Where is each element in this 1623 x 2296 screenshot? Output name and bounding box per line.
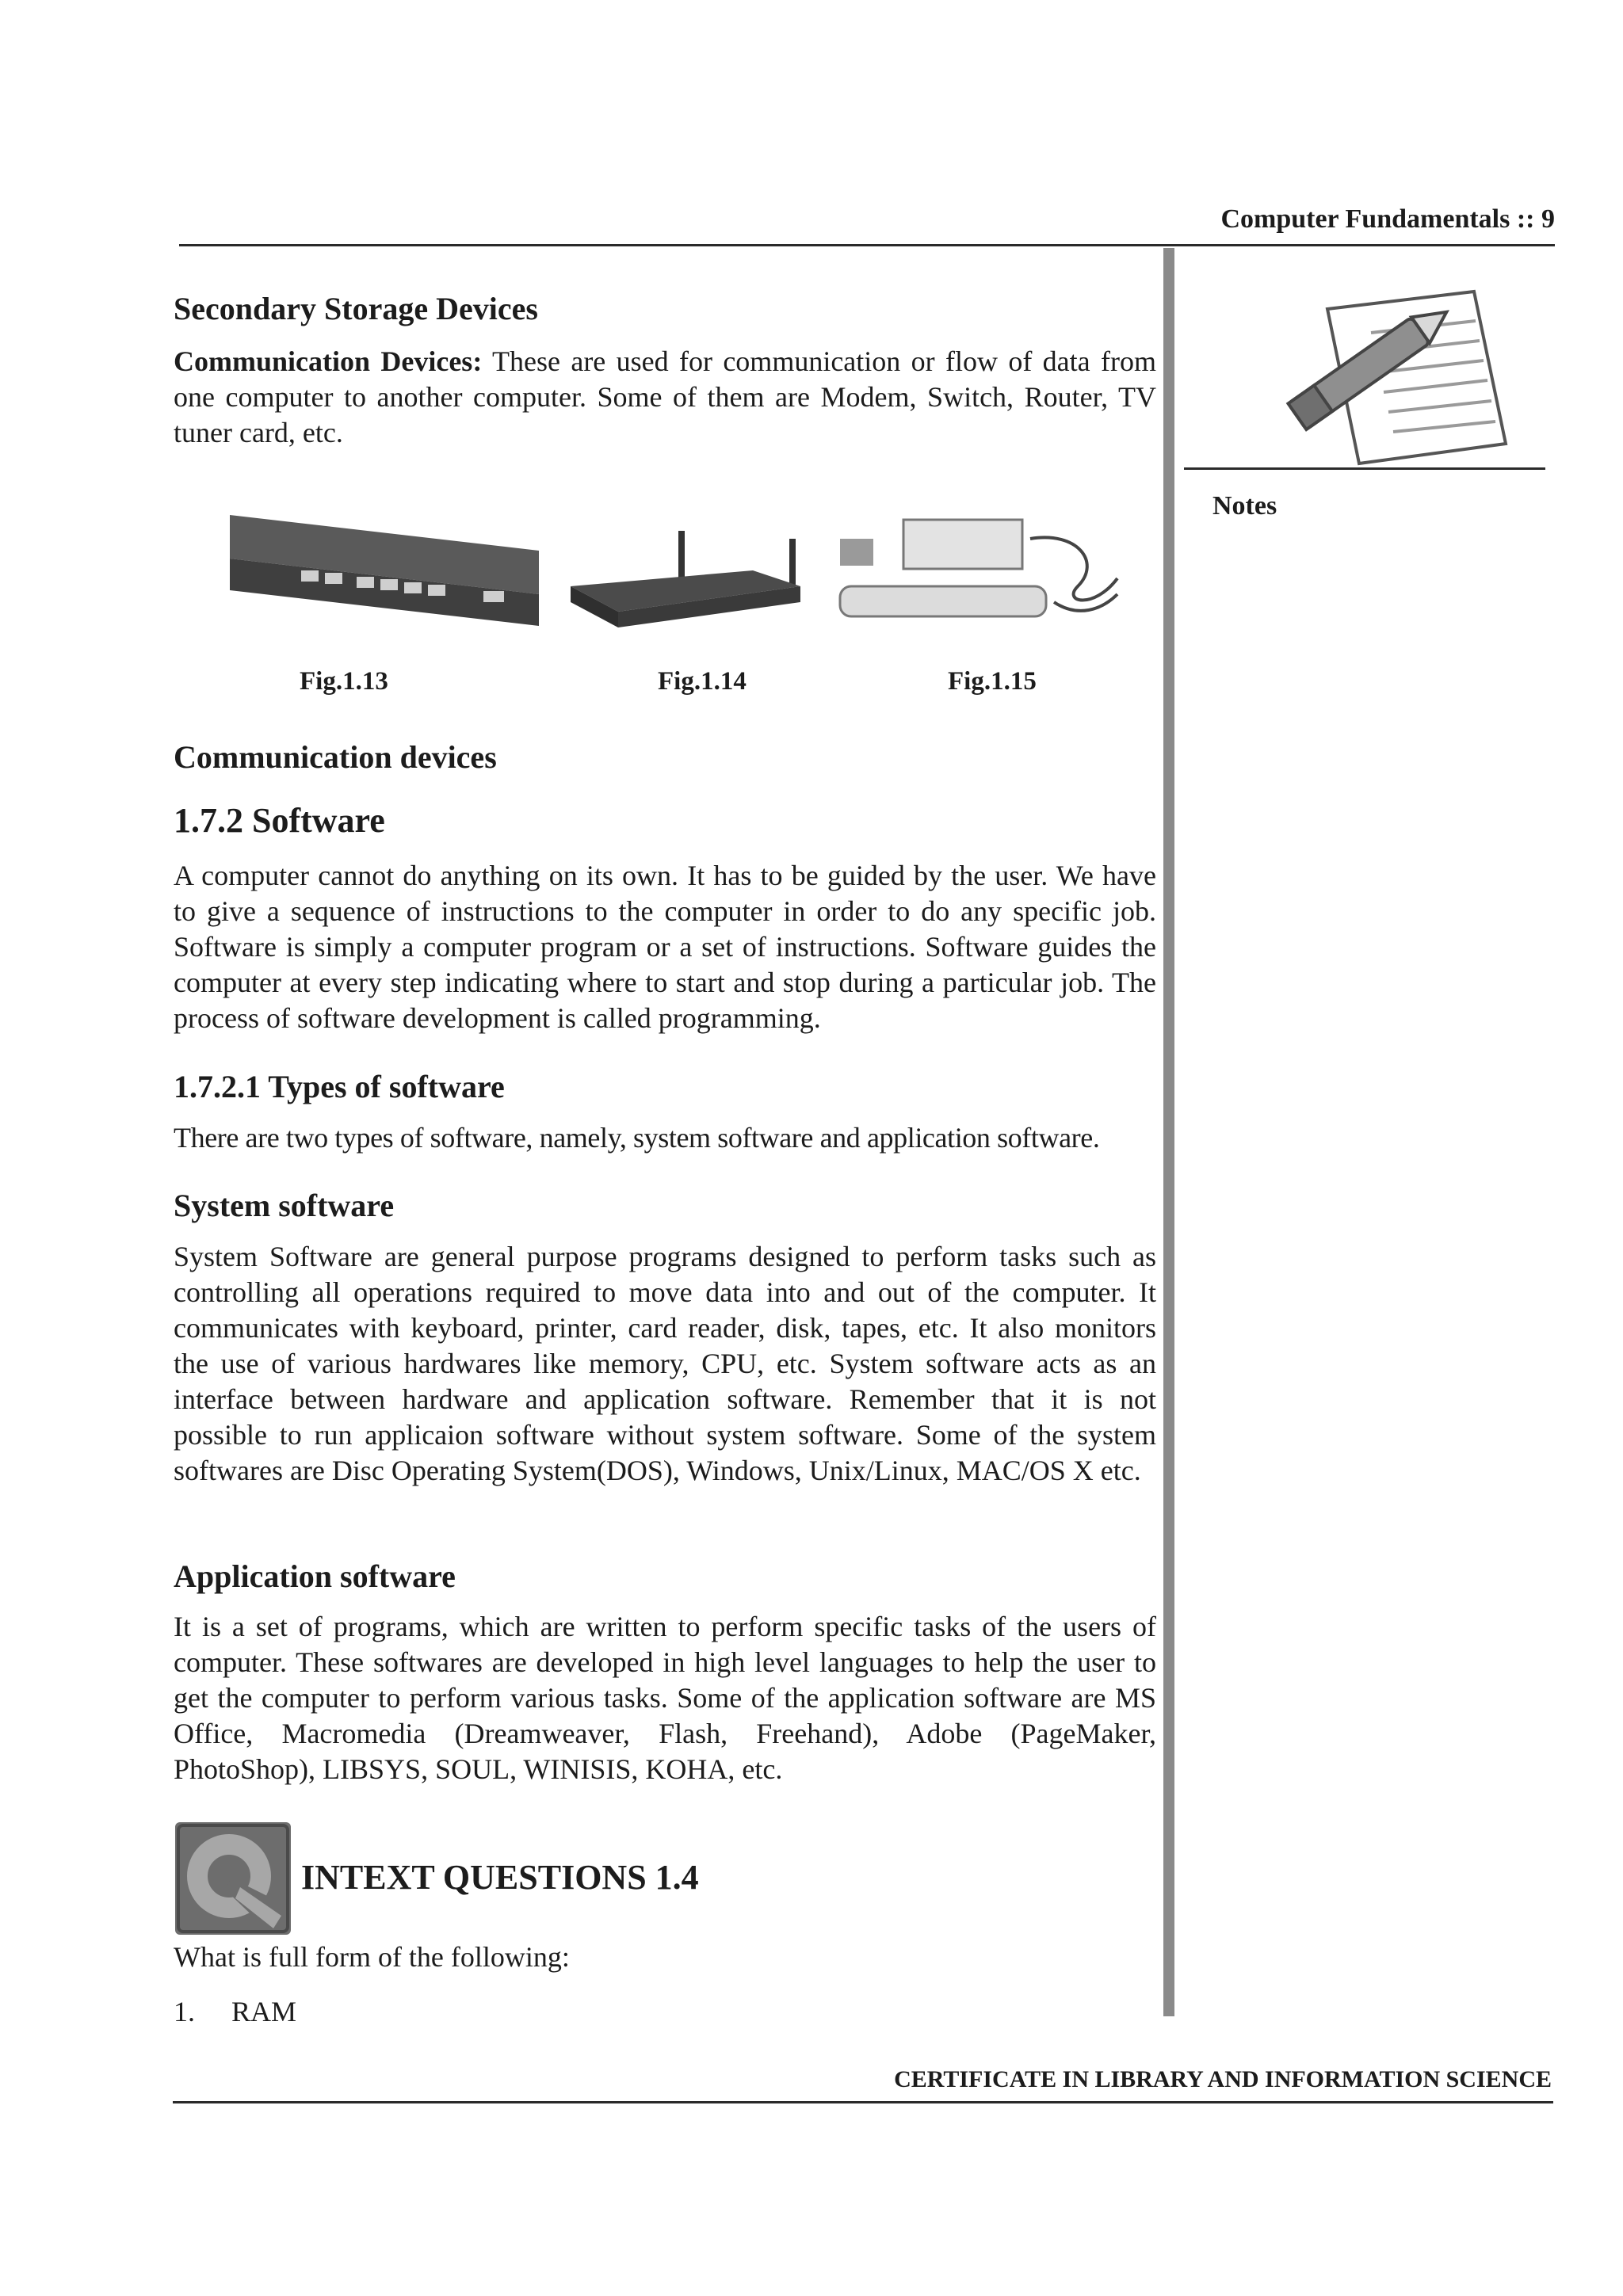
figure-label: Fig.1.14: [658, 667, 747, 696]
header-rule: [179, 244, 1555, 246]
footer-text: CERTIFICATE IN LIBRARY AND INFORMATION SCIENCE: [894, 2066, 1552, 2092]
question-item-number: 1.: [174, 1996, 195, 2027]
comm-devices-heading: Communication devices: [174, 739, 497, 775]
comm-devices-text: These are used for communication or flow of data from one computer to another computer. Some of them are Modem, Switch, Router, TV tuner card, etc.: [174, 345, 1156, 448]
running-header: Computer Fundamentals :: 9: [1220, 204, 1555, 234]
comm-devices-lead: Communication Devices:: [174, 345, 483, 377]
figure-label: Fig.1.13: [300, 667, 388, 696]
question-q-icon: [175, 1822, 291, 1935]
margin-separator-bar: [1163, 248, 1174, 2016]
wireless-router-image: [563, 523, 808, 634]
network-switch-image: [214, 507, 547, 634]
pencil-on-paper-icon: [1268, 277, 1529, 467]
software-heading: 1.7.2 Software: [174, 801, 385, 840]
tv-tuner-card-image: [824, 515, 1133, 642]
types-heading: 1.7.2.1 Types of software: [174, 1069, 505, 1104]
question-item-text: RAM: [231, 1996, 297, 2027]
intext-questions-heading: INTEXT QUESTIONS 1.4: [301, 1858, 699, 1897]
secondary-storage-heading: Secondary Storage Devices: [174, 291, 538, 326]
footer-rule: [173, 2101, 1553, 2103]
question-prompt: What is full form of the following:: [174, 1941, 570, 1973]
figure-label: Fig.1.15: [948, 667, 1037, 696]
notes-rule: [1184, 467, 1545, 470]
software-paragraph: A computer cannot do anything on its own. It has to be guided by the user. We have to give a sequence of instructions to the computer in order to do any specific job. Software is simply a computer program or a set of instructions. Software guides the computer at every step indicating where to start and stop during a particular job. The process of software development is called programming.: [174, 860, 1156, 1034]
notes-label: Notes: [1212, 491, 1277, 521]
comm-devices-paragraph: [174, 344, 1156, 451]
system-software-paragraph: System Software are general purpose programs designed to perform tasks such as controlling all operations required to move data into and out of the computer. It communicates with keyboard, printer, card reader, disk, tapes, etc. It also monitors the use of various hardwares like memory, CPU, etc. System software acts as an interface between hardware and application software. Remember that it is not possible to run applicaion software without system software. Some of the system softwares are Disc Operating System(DOS), Windows, Unix/Linux, MAC/OS X etc.: [174, 1241, 1156, 1486]
application-software-heading: Application software: [174, 1558, 456, 1594]
system-software-heading: System software: [174, 1188, 395, 1223]
types-paragraph: There are two types of software, namely, system software and application software.: [174, 1122, 1100, 1154]
application-software-paragraph: It is a set of programs, which are written to perform specific tasks of the users of computer. These softwares are developed in high level languages to help the user to get the computer to perform various tasks. Some of the application software are MS Office, Macromedia (Dreamweaver, Flash, Freehand), Adobe (PageMaker, PhotoShop), LIBSYS, SOUL, WINISIS, KOHA, etc.: [174, 1611, 1156, 1785]
